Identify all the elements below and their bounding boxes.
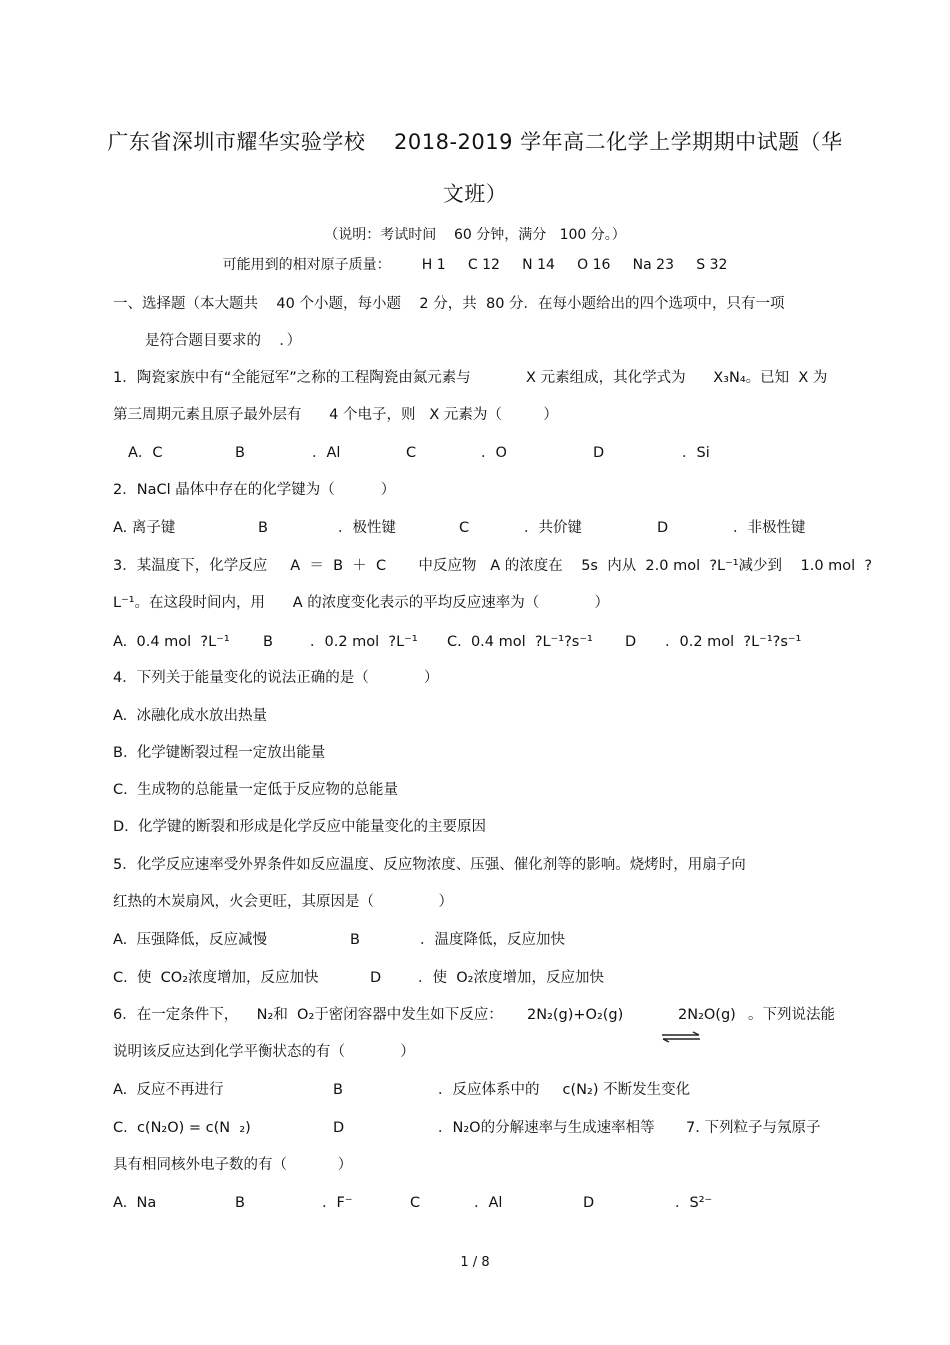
exam-note: （说明：考试时间 60 分钟，满分 100 分。） (324, 227, 626, 243)
q1-stem-line2: 第三周期元素且原子最外层有 4 个电子，则 X 元素为（ ） (113, 407, 558, 423)
q3-option-a: A. 0.4 mol ?L⁻¹ (113, 634, 230, 650)
q5-option-d-letter: D (370, 970, 382, 986)
q1-option-c-text: ．O (481, 445, 507, 461)
q5-option-b-text: ．温度降低，反应加快 (420, 932, 565, 948)
q7-option-c-text: ．Al (474, 1195, 503, 1211)
q3-stem-line2: L⁻¹。在这段时间内，用 A 的浓度变化表示的平均反应速率为（ ） (113, 595, 610, 611)
q7-option-b-text: ．F⁻ (322, 1195, 353, 1211)
q1-stem-line1: 1．陶瓷家族中有“全能冠军”之称的工程陶瓷由氮元素与 X 元素组成，其化学式为 X₃N₄。已知 X 为 (113, 370, 828, 386)
q7-options (0, 1193, 950, 1213)
q1-option-b-letter: B (235, 445, 245, 461)
q5-option-c: C. 使 CO₂浓度增加，反应加快 (113, 970, 319, 986)
q7-option-a: A. Na (113, 1195, 157, 1211)
q2-option-d-letter: D (657, 520, 669, 536)
q6-option-d-letter: D (333, 1120, 345, 1136)
q6-equation-right: 2N₂O(g) (678, 1007, 736, 1023)
q4-option-c: C. 生成物的总能量一定低于反应物的总能量 (113, 782, 398, 798)
q1-option-d-text: ．Si (682, 445, 710, 461)
q6-option-c: C. c(N₂O) = c(N ₂) (113, 1120, 251, 1136)
q5-stem-line2: 红热的木炭扇风，火会更旺，其原因是（ ） (113, 894, 454, 910)
q7-option-d-letter: D (583, 1195, 595, 1211)
q6-stem-line1 (0, 1005, 950, 1025)
q4-option-a: A. 冰融化成水放出热量 (113, 708, 267, 724)
q2-option-c-letter: C (459, 520, 470, 536)
q2-option-c-text: ．共价键 (524, 520, 582, 536)
q4-option-b: B. 化学键断裂过程一定放出能量 (113, 745, 326, 761)
exam-title-line1: 广东省深圳市耀华实验学校 2018-2019 学年高二化学上学期期中试题（华 (107, 130, 843, 154)
q2-option-b-text: ．极性键 (338, 520, 396, 536)
q3-option-b-text: ．0.2 mol ?L⁻¹ (310, 634, 418, 650)
q5-option-a: A. 压强降低，反应减慢 (113, 932, 267, 948)
q1-options (0, 443, 950, 463)
q6-equation-left: 2N₂(g)+O₂(g) (527, 1007, 624, 1023)
q2-option-a: A. 离子键 (113, 520, 176, 536)
q3-option-c: C. 0.4 mol ?L⁻¹?s⁻¹ (447, 634, 593, 650)
q3-options (0, 632, 950, 652)
q1-option-a: A．C (128, 445, 163, 461)
q3-option-b-letter: B (263, 634, 273, 650)
q3-stem-line1: 3．某温度下，化学反应 A ＝ B ＋ C 中反应物 A 的浓度在 5s 内从 2.0 mol ?L⁻¹减少到 1.0 mol ? (113, 558, 873, 574)
q6-options-row1 (0, 1080, 950, 1100)
q6-option-b-text: ．反应体系中的 c(N₂) 不断发生变化 (438, 1082, 691, 1098)
q1-option-b-text: ．Al (312, 445, 341, 461)
exam-title-line2: 文班） (442, 182, 508, 206)
q7-option-c-letter: C (410, 1195, 421, 1211)
q2-stem: 2．NaCl 晶体中存在的化学键为（ ） (113, 482, 396, 498)
q5-options-row2 (0, 968, 950, 988)
q3-option-d-text: ．0.2 mol ?L⁻¹?s⁻¹ (665, 634, 802, 650)
q5-option-d-text: ．使 O₂浓度增加，反应加快 (418, 970, 604, 986)
q2-options (0, 518, 950, 538)
q6-option-a: A. 反应不再进行 (113, 1082, 224, 1098)
atomic-masses: 可能用到的相对原子质量： H 1 C 12 N 14 O 16 Na 23 S 32 (222, 257, 728, 273)
page-number: 1 / 8 (460, 1255, 490, 1270)
q1-option-c-letter: C (406, 445, 417, 461)
q6-option-b-letter: B (333, 1082, 343, 1098)
q2-option-d-text: ．非极性键 (733, 520, 806, 536)
q6-stem-text: 6．在一定条件下， N₂和 O₂于密闭容器中发生如下反应： (113, 1007, 503, 1023)
q6-options-row2 (0, 1118, 950, 1138)
q4-option-d: D. 化学键的断裂和形成是化学反应中能量变化的主要原因 (113, 819, 486, 835)
q5-options-row1 (0, 930, 950, 950)
q7-stem-line2: 具有相同核外电子数的有（ ） (113, 1157, 353, 1173)
q7-stem-line1: 7. 下列粒子与氖原子 (686, 1120, 821, 1136)
q6-stem-tail: 。下列说法能 (748, 1007, 835, 1023)
q5-stem-line1: 5．化学反应速率受外界条件如反应温度、反应物浓度、压强、催化剂等的影响。烧烤时，用扇子向 (113, 857, 746, 873)
section-heading-cont: 是符合题目要求的 ．） (145, 333, 302, 349)
q4-stem: 4．下列关于能量变化的说法正确的是（ ） (113, 670, 439, 686)
q7-option-d-text: ．S²⁻ (675, 1195, 713, 1211)
section-heading: 一、选择题（本大题共 40 个小题，每小题 2 分，共 80 分．在每小题给出的四个选项中，只有一项 (113, 296, 785, 312)
q1-option-d-letter: D (593, 445, 605, 461)
q6-stem-line2: 说明该反应达到化学平衡状态的有（ ） (113, 1044, 415, 1060)
q5-option-b-letter: B (350, 932, 360, 948)
q7-option-b-letter: B (235, 1195, 245, 1211)
q6-option-d-text: ．N₂O的分解速率与生成速率相等 (438, 1120, 655, 1136)
q2-option-b-letter: B (258, 520, 268, 536)
q3-option-d-letter: D (625, 634, 637, 650)
